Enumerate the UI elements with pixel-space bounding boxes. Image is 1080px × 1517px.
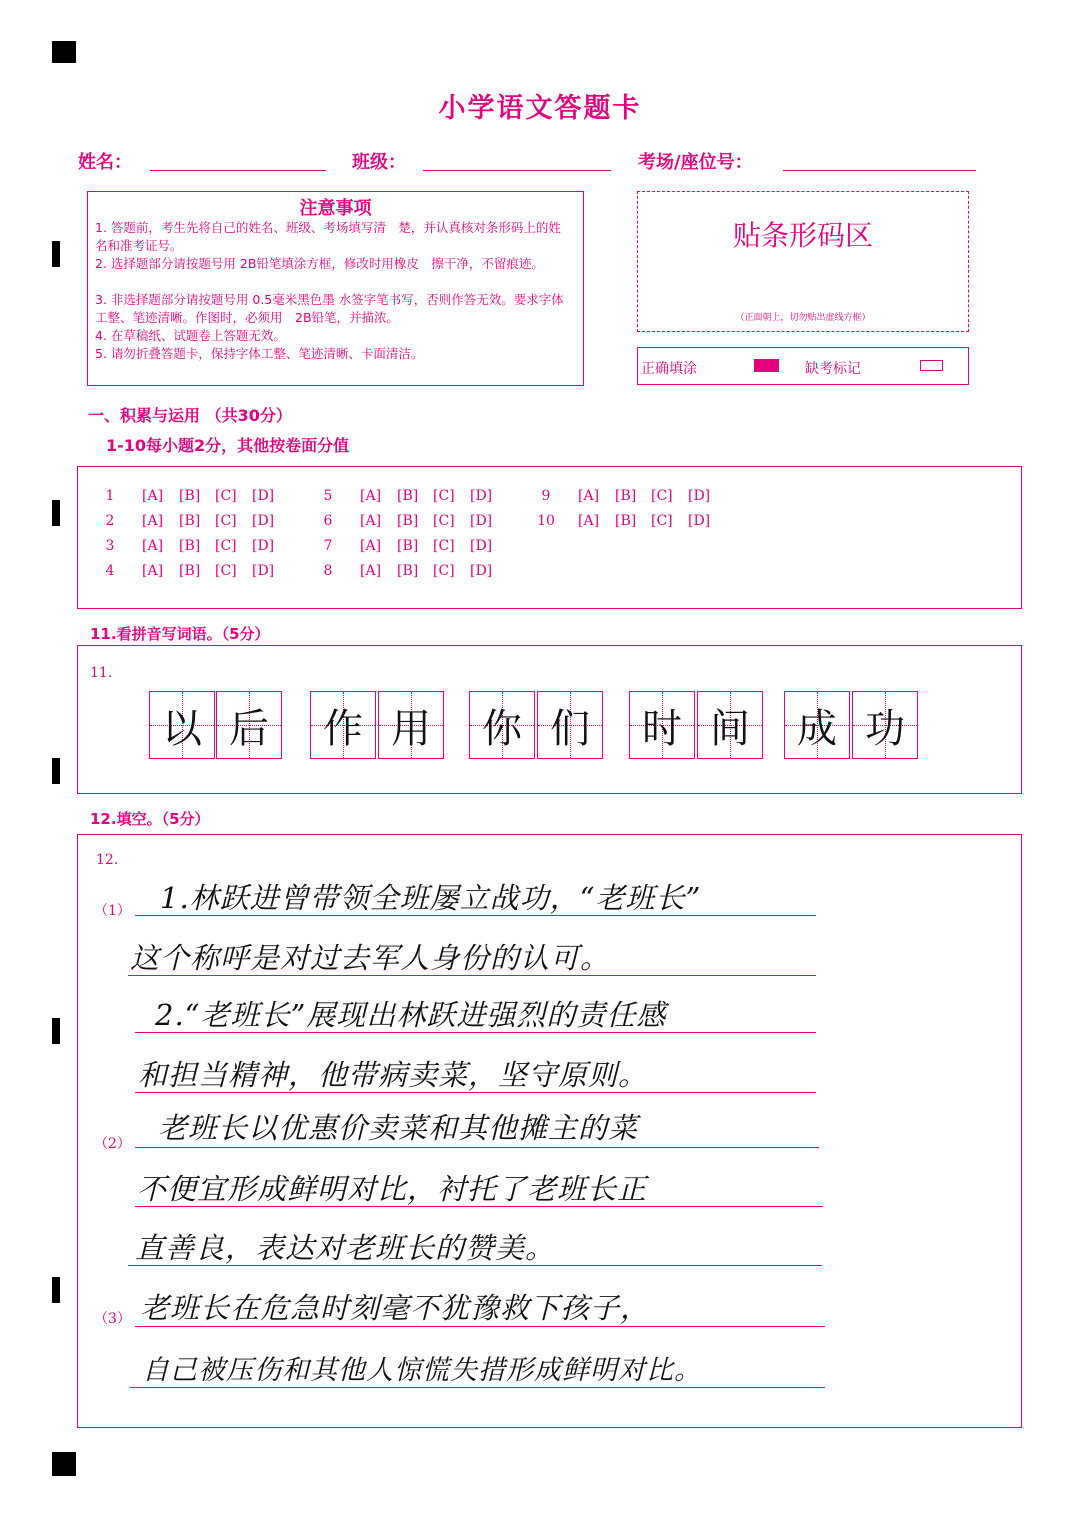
written-char: 用 bbox=[391, 705, 431, 752]
choice-question-number: 7 bbox=[323, 538, 333, 554]
written-char: 后 bbox=[229, 705, 269, 752]
page-title: 小学语文答题卡 bbox=[438, 93, 642, 124]
pinyin-cell[interactable] bbox=[216, 691, 282, 759]
choice-question-number: 10 bbox=[537, 513, 555, 529]
handwritten-answer: 和担当精神，他带病卖菜，坚守原则。 bbox=[138, 1058, 649, 1092]
notice-title: 注意事项 bbox=[299, 198, 372, 219]
class-label: 班级： bbox=[352, 152, 406, 173]
q11-label: 11. bbox=[90, 665, 113, 681]
choice-option-bubble[interactable]: [D] bbox=[470, 563, 493, 579]
choice-option-bubble[interactable]: [B] bbox=[615, 488, 637, 504]
choice-option-bubble[interactable]: [A] bbox=[142, 513, 164, 529]
notice-item: 3. 非选择题部分请按题号用 0.5毫米黑色墨 水签字笔书写，否则作答无效。要求字体工整、笔迹清晰。作图时，必须用 2B铅笔，并描浓。 bbox=[95, 292, 564, 325]
choice-option-bubble[interactable]: [D] bbox=[688, 513, 711, 529]
section-subtitle: 1-10每小题2分，其他按卷面分值 bbox=[106, 436, 350, 455]
choice-option-bubble[interactable]: [A] bbox=[578, 488, 600, 504]
choice-option-bubble[interactable]: [C] bbox=[433, 488, 455, 504]
choice-option-bubble[interactable]: [B] bbox=[179, 563, 201, 579]
sub-question-label: （1） bbox=[94, 903, 131, 919]
written-char: 们 bbox=[550, 705, 590, 752]
choice-option-bubble[interactable]: [A] bbox=[360, 563, 382, 579]
choice-option-bubble[interactable]: [D] bbox=[252, 488, 275, 504]
fill-legend bbox=[637, 347, 969, 385]
absent-mark-box[interactable] bbox=[920, 360, 943, 371]
notice-item: 2. 选择题部分请按题号用 2B铅笔填涂方框，修改时用橡皮 擦干净，不留痕迹。 bbox=[95, 256, 544, 271]
choice-option-bubble[interactable]: [D] bbox=[252, 563, 275, 579]
class-field[interactable] bbox=[423, 170, 611, 171]
q12-label: 12. bbox=[96, 852, 119, 868]
pinyin-cell[interactable] bbox=[310, 691, 376, 759]
notice-item: 5. 请勿折叠答题卡，保持字体工整、笔迹清晰、卡面清洁。 bbox=[95, 346, 424, 361]
answer-line[interactable] bbox=[135, 1147, 819, 1148]
handwritten-answer: 2.“老班长”展现出林跃进强烈的责任感 bbox=[155, 998, 667, 1032]
choice-option-bubble[interactable]: [A] bbox=[142, 488, 164, 504]
handwritten-answer: 1.林跃进曾带领全班屡立战功，“老班长” bbox=[160, 881, 702, 915]
q12-title: 12.填空。（5分） bbox=[90, 810, 210, 828]
written-char: 成 bbox=[797, 705, 837, 752]
timing-mark bbox=[52, 241, 60, 267]
choice-option-bubble[interactable]: [B] bbox=[615, 513, 637, 529]
q11-title: 11.看拼音写词语。（5分） bbox=[90, 625, 270, 643]
correct-fill-sample bbox=[754, 359, 779, 372]
choice-option-bubble[interactable]: [B] bbox=[397, 488, 419, 504]
pinyin-cell[interactable] bbox=[784, 691, 850, 759]
choice-option-bubble[interactable]: [A] bbox=[578, 513, 600, 529]
choice-option-bubble[interactable]: [B] bbox=[397, 513, 419, 529]
choice-option-bubble[interactable]: [D] bbox=[252, 538, 275, 554]
choice-option-bubble[interactable]: [C] bbox=[215, 563, 237, 579]
choice-option-bubble[interactable]: [A] bbox=[360, 513, 382, 529]
choice-question-number: 2 bbox=[105, 513, 115, 529]
barcode-area bbox=[637, 191, 969, 332]
written-char: 你 bbox=[482, 705, 522, 752]
choice-option-bubble[interactable]: [C] bbox=[433, 563, 455, 579]
name-label: 姓名： bbox=[78, 152, 132, 173]
choice-option-bubble[interactable]: [C] bbox=[433, 538, 455, 554]
notice-item: 1. 答题前，考生先将自己的姓名、班级、考场填写清 楚，并认真核对条形码上的姓名和准考证号。 bbox=[95, 220, 561, 253]
choice-option-bubble[interactable]: [D] bbox=[470, 538, 493, 554]
choice-option-bubble[interactable]: [A] bbox=[360, 538, 382, 554]
timing-mark bbox=[52, 1277, 60, 1303]
sub-question-label: （2） bbox=[94, 1136, 131, 1152]
choice-option-bubble[interactable]: [C] bbox=[215, 488, 237, 504]
choice-option-bubble[interactable]: [B] bbox=[179, 513, 201, 529]
choice-option-bubble[interactable]: [D] bbox=[252, 513, 275, 529]
notice-item: 4. 在草稿纸、试题卷上答题无效。 bbox=[95, 328, 286, 343]
name-field[interactable] bbox=[150, 170, 326, 171]
choice-question-number: 8 bbox=[323, 563, 333, 579]
choice-option-bubble[interactable]: [C] bbox=[215, 538, 237, 554]
choice-option-bubble[interactable]: [D] bbox=[688, 488, 711, 504]
barcode-note: （正面朝上，切勿贴出虚线方框） bbox=[735, 313, 871, 323]
choice-option-bubble[interactable]: [B] bbox=[179, 538, 201, 554]
barcode-title: 贴条形码区 bbox=[732, 219, 873, 252]
timing-mark bbox=[52, 1018, 60, 1044]
seat-label: 考场/座位号： bbox=[638, 152, 753, 173]
written-char: 功 bbox=[865, 705, 905, 752]
pinyin-cell[interactable] bbox=[378, 691, 444, 759]
handwritten-answer: 直善良，表达对老班长的赞美。 bbox=[135, 1231, 556, 1265]
choice-question-number: 1 bbox=[105, 488, 115, 504]
section-title: 一、积累与运用 （共30分） bbox=[88, 406, 292, 425]
choice-option-bubble[interactable]: [C] bbox=[651, 513, 673, 529]
correct-fill-label: 正确填涂 bbox=[641, 361, 697, 377]
choice-option-bubble[interactable]: [B] bbox=[179, 488, 201, 504]
written-char: 作 bbox=[323, 705, 363, 752]
choice-option-bubble[interactable]: [A] bbox=[360, 488, 382, 504]
handwritten-answer: 不便宜形成鲜明对比，衬托了老班长正 bbox=[137, 1172, 648, 1206]
choice-option-bubble[interactable]: [A] bbox=[142, 563, 164, 579]
choice-question-number: 4 bbox=[105, 563, 115, 579]
seat-field[interactable] bbox=[783, 170, 976, 171]
timing-mark bbox=[52, 758, 60, 784]
registration-mark-bottom bbox=[52, 1452, 76, 1476]
choice-question-number: 3 bbox=[105, 538, 115, 554]
answer-line[interactable] bbox=[130, 1387, 825, 1388]
handwritten-answer: 老班长在危急时刻毫不犹豫救下孩子， bbox=[140, 1291, 651, 1325]
choice-option-bubble[interactable]: [B] bbox=[397, 563, 419, 579]
choice-question-number: 5 bbox=[323, 488, 333, 504]
choice-option-bubble[interactable]: [C] bbox=[651, 488, 673, 504]
choice-question-number: 9 bbox=[541, 488, 551, 504]
absent-mark-label: 缺考标记 bbox=[805, 361, 861, 377]
choice-option-bubble[interactable]: [D] bbox=[470, 513, 493, 529]
pinyin-cell[interactable] bbox=[629, 691, 695, 759]
choice-question-number: 6 bbox=[323, 513, 333, 529]
pinyin-cell[interactable] bbox=[149, 691, 215, 759]
handwritten-answer: 老班长以优惠价卖菜和其他摊主的菜 bbox=[158, 1111, 639, 1145]
registration-mark-top bbox=[52, 41, 76, 63]
choice-option-bubble[interactable]: [C] bbox=[433, 513, 455, 529]
pinyin-cell[interactable] bbox=[537, 691, 603, 759]
written-char: 以 bbox=[162, 705, 202, 752]
pinyin-cell[interactable] bbox=[469, 691, 535, 759]
pinyin-cell[interactable] bbox=[697, 691, 763, 759]
handwritten-answer: 自己被压伤和其他人惊慌失措形成鲜明对比。 bbox=[142, 1355, 702, 1386]
choice-option-bubble[interactable]: [C] bbox=[215, 513, 237, 529]
timing-mark bbox=[52, 500, 60, 526]
written-char: 时 bbox=[642, 705, 682, 752]
written-char: 间 bbox=[710, 705, 750, 752]
choice-option-bubble[interactable]: [A] bbox=[142, 538, 164, 554]
choice-option-bubble[interactable]: [D] bbox=[470, 488, 493, 504]
handwritten-answer: 这个称呼是对过去军人身份的认可。 bbox=[130, 941, 611, 975]
pinyin-cell[interactable] bbox=[852, 691, 918, 759]
choice-option-bubble[interactable]: [B] bbox=[397, 538, 419, 554]
notice-box bbox=[87, 191, 584, 386]
sub-question-label: （3） bbox=[94, 1311, 131, 1327]
